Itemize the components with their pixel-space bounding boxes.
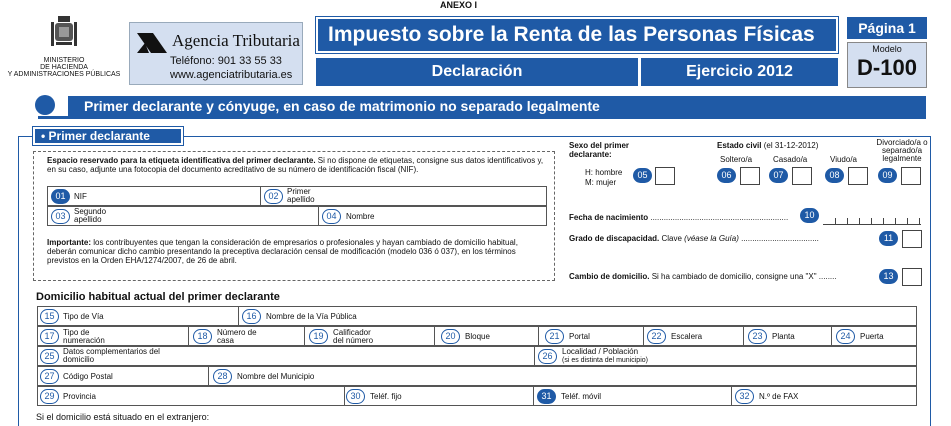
field-21-badge: 21: [545, 329, 564, 344]
ministry-crest-icon: [50, 14, 78, 52]
domicilio-title: Domicilio habitual actual del primer declarante: [36, 291, 280, 303]
importante-body: los contribuyentes que tengan la consideración de empresarios o profesionales y hayan cambiado de domicilio habitual, deberán comunicar dicho cambio presentando la preceptiva declaración censal de modificación (modelo 036 ó 037), en los términos previstos en la Orden EHA/1274/2007, de 26 de abril.: [47, 238, 518, 265]
domicilio-row-3: [37, 346, 917, 366]
tipo-num-label[interactable]: Tipo de numeración: [63, 328, 105, 345]
datos-comp-label[interactable]: Datos complementarios del domicilio: [63, 347, 160, 364]
num-casa-label[interactable]: Número de casa: [217, 328, 257, 345]
ministry-name: [0, 57, 128, 78]
field-01-badge: 01: [51, 189, 70, 204]
primer-tab-label: Primer declarante: [48, 129, 150, 143]
segundo-apellido-input[interactable]: [120, 206, 316, 226]
estado-label: [717, 141, 818, 150]
municipio-label[interactable]: Nombre del Municipio: [237, 372, 315, 381]
importante-text: [47, 238, 547, 265]
discap-label: Grado de discapacidad. Clave (véase la Guía) ...................................: [569, 234, 819, 243]
fecha-input[interactable]: [823, 207, 921, 225]
nombre-input[interactable]: [380, 206, 546, 226]
cambio-text: Si ha cambiado de domicilio, consigne una "X": [651, 272, 817, 281]
tel-movil-label[interactable]: Teléf. móvil: [561, 392, 602, 401]
ministry-line1: MINISTERIO: [43, 57, 85, 64]
form-title-bar: [316, 17, 838, 53]
cambio-checkbox[interactable]: [902, 268, 922, 286]
bloque-label[interactable]: Bloque: [465, 332, 490, 341]
ejercicio-bar: [641, 58, 838, 86]
nombre-via-label[interactable]: Nombre de la Vía Pública: [266, 312, 357, 321]
localidad-sub-label: (si es distinta del municipio): [562, 357, 648, 364]
agency-web[interactable]: www.agenciatributaria.es: [170, 69, 293, 81]
cambio-title: Cambio de domicilio.: [569, 272, 650, 281]
viudo-label: Viudo/a: [830, 155, 857, 164]
escalera-label[interactable]: Escalera: [671, 332, 703, 341]
ministry-line3: Y ADMINISTRACIONES PÚBLICAS: [7, 71, 121, 78]
field-30-badge: 30: [346, 389, 365, 404]
page-number-box: [847, 17, 927, 39]
modelo-code: D-100: [857, 55, 917, 80]
field-07-badge: 07: [769, 168, 788, 183]
domicilio-row-4: [37, 366, 917, 386]
fecha-label: Fecha de nacimiento ..............................................................: [569, 213, 789, 222]
puerta-label[interactable]: Puerta: [860, 332, 884, 341]
modelo-box: [847, 42, 927, 88]
declaracion-bar: [316, 58, 638, 86]
segundo-apellido-label: Segundo apellido: [74, 207, 107, 224]
field-19-badge: 19: [309, 329, 328, 344]
reservado-text: [47, 156, 547, 174]
sexo-label: Sexo del primer declarante:: [569, 141, 630, 159]
primer-tab: • Primer declarante: [33, 127, 183, 145]
field-13-badge: 13: [879, 269, 898, 284]
hombre-label: H: hombre: [585, 168, 623, 177]
field-16-badge: 16: [242, 309, 261, 324]
extranjero-label: Si el domicilio está situado en el extranjero:: [36, 412, 210, 422]
codigo-postal-label[interactable]: Código Postal: [63, 372, 113, 381]
localidad-label[interactable]: Localidad / Población: [562, 347, 639, 356]
viudo-checkbox[interactable]: [848, 167, 868, 185]
discap-title: Grado de discapacidad.: [569, 234, 660, 243]
discap-input[interactable]: [902, 230, 922, 248]
section-bullet-icon: [35, 95, 55, 115]
field-04-badge: 04: [322, 209, 341, 224]
provincia-label[interactable]: Provincia: [63, 392, 96, 401]
primer-apellido-input[interactable]: [320, 186, 546, 206]
soltero-checkbox[interactable]: [740, 167, 760, 185]
planta-label[interactable]: Planta: [772, 332, 795, 341]
field-25-badge: 25: [40, 349, 59, 364]
estado-fecha: (el 31-12-2012): [763, 141, 819, 150]
field-24-badge: 24: [836, 329, 855, 344]
reservado-body: Si no dispone de etiquetas, consigne sus datos identificativos y, en su caso, adjunte una fotocopia del documento acreditativo de su número de identificación fiscal (NIF).: [47, 156, 544, 174]
agency-name: Agencia Tributaria: [172, 31, 300, 50]
agency-logo-icon: [135, 29, 169, 57]
field-17-badge: 17: [40, 329, 59, 344]
divorciado-checkbox[interactable]: [901, 167, 921, 185]
field-26-badge: 26: [538, 349, 557, 364]
cambio-label: Cambio de domicilio. Si ha cambiado de domicilio, consigne una "X" ........: [569, 272, 837, 281]
casado-checkbox[interactable]: [792, 167, 812, 185]
field-10-badge: 10: [800, 208, 819, 223]
field-20-badge: 20: [441, 329, 460, 344]
soltero-label: Soltero/a: [720, 155, 753, 164]
calificador-label[interactable]: Calificador del número: [333, 328, 374, 345]
field-09-badge: 09: [878, 168, 897, 183]
fecha-text: Fecha de nacimiento: [569, 213, 649, 222]
field-08-badge: 08: [825, 168, 844, 183]
portal-label[interactable]: Portal: [569, 332, 590, 341]
discap-clave: Clave: [661, 234, 682, 243]
discap-guia: (véase la Guía): [684, 234, 739, 243]
field-11-badge: 11: [879, 231, 898, 246]
anexo-label: ANEXO I: [440, 0, 478, 10]
field-28-badge: 28: [213, 369, 232, 384]
form-title: Impuesto sobre la Renta de las Personas Físicas: [328, 23, 815, 46]
ministry-line2: DE HACIENDA: [40, 64, 88, 71]
field-22-badge: 22: [647, 329, 666, 344]
section-rule: [38, 116, 926, 119]
field-27-badge: 27: [40, 369, 59, 384]
domicilio-row-1: [37, 306, 917, 326]
nif-input[interactable]: [74, 186, 259, 206]
section-bar: [68, 96, 926, 116]
agency-phone: Teléfono: 901 33 55 33: [170, 55, 282, 67]
page-number: Página 1: [858, 20, 916, 36]
tel-fijo-label[interactable]: Teléf. fijo: [370, 392, 402, 401]
sexo-input[interactable]: [655, 167, 675, 185]
field-05-badge: 05: [633, 168, 652, 183]
reservado-bold: Espacio reservado para la etiqueta identificativa del primer declarante.: [47, 156, 316, 165]
fax-label[interactable]: N.º de FAX: [759, 392, 799, 401]
field-02-badge: 02: [264, 189, 283, 204]
field-15-badge: 15: [40, 309, 59, 324]
field-31-badge: 31: [537, 389, 556, 404]
nif-label: NIF: [74, 192, 87, 201]
section-title: Primer declarante y cónyuge, en caso de matrimonio no separado legalmente: [84, 98, 600, 114]
modelo-label: Modelo: [872, 44, 902, 54]
mujer-label: M: mujer: [585, 178, 617, 187]
field-03-badge: 03: [51, 209, 70, 224]
nombre-label: Nombre: [346, 212, 375, 221]
estado-title: Estado civil: [717, 141, 762, 150]
ejercicio-label: Ejercicio 2012: [686, 63, 793, 80]
casado-label: Casado/a: [773, 155, 808, 164]
field-23-badge: 23: [748, 329, 767, 344]
field-32-badge: 32: [735, 389, 754, 404]
field-06-badge: 06: [717, 168, 736, 183]
field-29-badge: 29: [40, 389, 59, 404]
divorciado-label: Divorciado/a o separado/a legalmente: [876, 138, 928, 163]
agency-box: [129, 22, 303, 85]
field-18-badge: 18: [193, 329, 212, 344]
primer-apellido-label: Primer apellido: [287, 187, 315, 204]
tipo-via-label[interactable]: Tipo de Vía: [63, 312, 104, 321]
importante-bold: Importante:: [47, 238, 91, 247]
declaracion-label: Declaración: [431, 63, 523, 80]
